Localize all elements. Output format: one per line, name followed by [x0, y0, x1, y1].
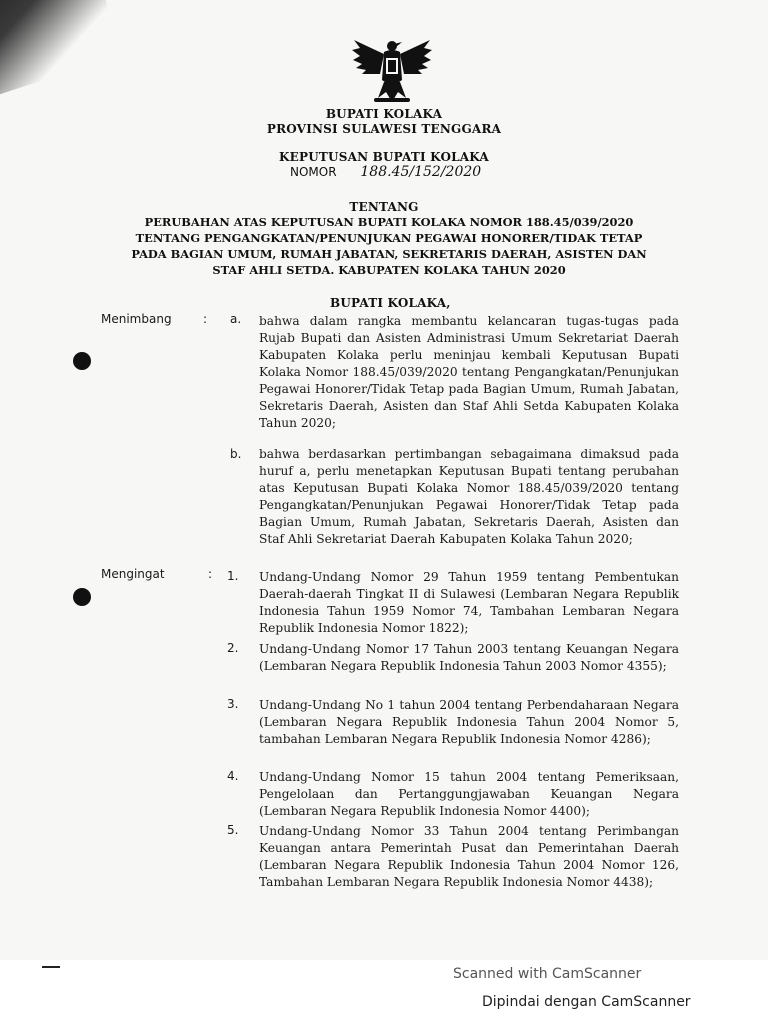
item-mark: 3.: [227, 697, 239, 711]
menimbang-item-b: bahwa berdasarkan pertimbangan sebagaimana dimaksud pada huruf a, perlu menetapkan Keputusan Bupati tentang perubahan atas Keputusan Bupati Kolaka Nomor 188.45/039/2020 tentang Pengangkatan/Penunjukan Pegawai Honorer/Tidak Tetap pada Bagian Umum, Rumah Jabatan, Sekretaris Daerah, Asisten dan Staf Ahli Sekretariat Daerah Kabupaten Kolaka Tahun 2020;: [259, 447, 679, 546]
mengingat-label: Mengingat: [101, 567, 165, 581]
item-mark: 1.: [227, 569, 239, 583]
mengingat-item-4: Undang-Undang Nomor 15 tahun 2004 tentang Pemeriksaan, Pengelolaan dan Pertanggungjawaban Keuangan Negara (Lembaran Negara Republik Indonesia Nomor 4400);: [259, 770, 679, 818]
item-mark: 4.: [227, 769, 239, 783]
page-edge-mark: [42, 966, 60, 968]
about-heading: TENTANG: [349, 200, 419, 214]
province-title: PROVINSI SULAWESI TENGGARA: [266, 122, 502, 136]
garuda-emblem-icon: [350, 36, 434, 106]
menimbang-label: Menimbang: [101, 312, 172, 326]
camscanner-caption: Dipindai dengan CamScanner: [482, 994, 691, 1010]
mengingat-item-2: Undang-Undang Nomor 17 Tahun 2003 tentang Keuangan Negara (Lembaran Negara Republik Indonesia Tahun 2003 Nomor 4355);: [259, 642, 679, 673]
item-mark: b.: [230, 447, 242, 461]
mengingat-colon: :: [208, 567, 213, 581]
item-mark: a.: [230, 312, 242, 326]
menimbang-item-a: bahwa dalam rangka membantu kelancaran tugas-tugas pada Rujab Bupati dan Asisten Administrasi Umum Sekretariat Daerah Kabupaten Kolaka perlu meninjau kembali Keputusan Bupati Kolaka Nomor 188.45/039/2020 tentang Pengangkatan/Penunjukan Pegawai Honorer/Tidak Tetap pada Bagian Umum, Rumah Jabatan, Sekretaris Daerah, Asisten dan Staf Ahli Setda Kabupaten Kolaka Tahun 2020;: [259, 314, 679, 430]
menimbang-colon: :: [203, 312, 208, 326]
scan-shadow: [0, 0, 123, 100]
regent-title: BUPATI KOLAKA: [325, 107, 443, 121]
punch-hole-icon: [73, 588, 91, 606]
decree-number: [290, 164, 481, 180]
camscanner-watermark: Scanned with CamScanner: [453, 966, 642, 982]
subject-line: STAF AHLI SETDA. KABUPATEN KOLAKA TAHUN 2020: [212, 263, 566, 277]
subject-line: TENTANG PENGANGKATAN/PENUNJUKAN PEGAWAI HONORER/TIDAK TETAP: [135, 231, 643, 245]
punch-hole-icon: [73, 352, 91, 370]
decree-subject: [108, 214, 670, 278]
mengingat-item-3: Undang-Undang No 1 tahun 2004 tentang Perbendaharaan Negara (Lembaran Negara Republik Indonesia Tahun 2004 Nomor 5, tambahan Lembaran Negara Republik Indonesia Nomor 4286);: [259, 698, 679, 746]
item-mark: 5.: [227, 823, 239, 837]
subject-line: PERUBAHAN ATAS KEPUTUSAN BUPATI KOLAKA NOMOR 188.45/039/2020: [144, 215, 634, 229]
mengingat-item-1: Undang-Undang Nomor 29 Tahun 1959 tentang Pembentukan Daerah-daerah Tingkat II di Sulawesi (Lembaran Negara Republik Indonesia Tahun 1959 Nomor 74, Tambahan Lembaran Negara Republik Indonesia Nomor 1822);: [259, 570, 679, 635]
item-mark: 2.: [227, 641, 239, 655]
issuer-heading: BUPATI KOLAKA,: [330, 296, 451, 310]
mengingat-item-5: Undang-Undang Nomor 33 Tahun 2004 tentang Perimbangan Keuangan antara Pemerintah Pusat dan Pemerintahan Daerah (Lembaran Negara Republik Indonesia Tahun 2004 Nomor 126, Tambahan Lembaran Negara Republik Indonesia Nomor 4438);: [259, 824, 679, 889]
decree-number-value: 188.45/152/2020: [360, 164, 482, 180]
decree-title: KEPUTUSAN BUPATI KOLAKA: [279, 150, 489, 164]
subject-line: PADA BAGIAN UMUM, RUMAH JABATAN, SEKRETARIS DAERAH, ASISTEN DAN: [131, 247, 647, 261]
decree-number-label: NOMOR: [290, 165, 337, 179]
